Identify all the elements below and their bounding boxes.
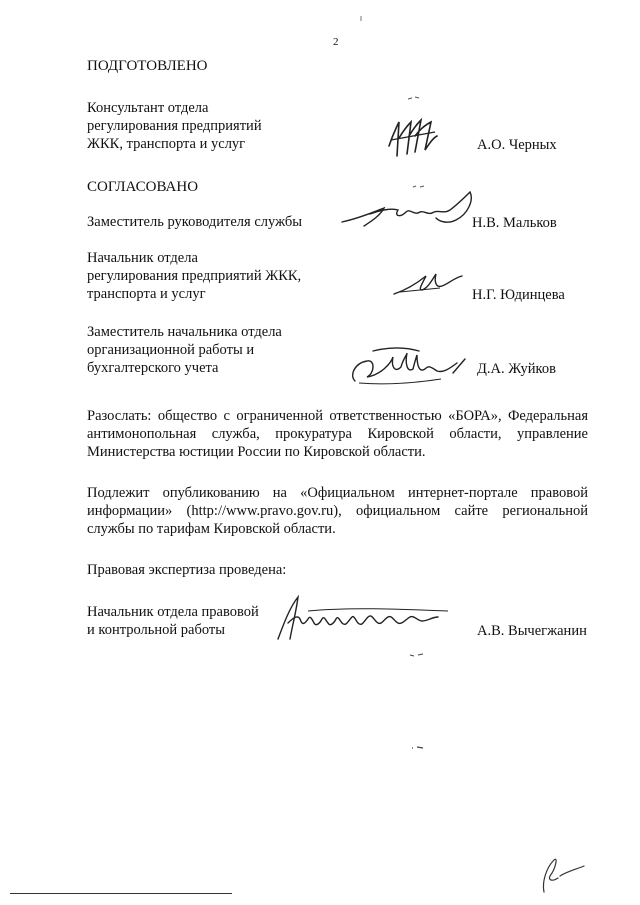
- scan-mark: [407, 88, 421, 106]
- signatory-position-3: Заместитель начальника отдела организационной работы и бухгалтерского учета: [87, 324, 282, 376]
- footer-rule: [10, 893, 232, 894]
- page-number: 2: [333, 36, 339, 48]
- prepared-heading: ПОДГОТОВЛЕНО: [87, 58, 208, 74]
- scan-mark: [411, 738, 425, 756]
- agreed-heading: СОГЛАСОВАНО: [87, 179, 199, 195]
- signatory-name-3: Д.А. Жуйков: [477, 361, 556, 377]
- legal-review-statement: Правовая экспертиза проведена:: [87, 562, 287, 578]
- corner-initials: [530, 852, 590, 898]
- signature-chernykh: [385, 116, 445, 160]
- signature-zhuikov: [345, 345, 470, 389]
- signatory-position-2: Начальник отдела регулирования предприятий ЖКК, транспорта и услуг: [87, 250, 302, 302]
- scan-mark: [409, 645, 425, 663]
- scan-mark: [358, 10, 364, 28]
- signature-vychegzhanin: [268, 593, 468, 643]
- distribution-text: Разослать: общество с ограниченной ответственностью «БОРА», Федеральная антимонопольная служба, прокуратура Кировской области, управление Министерства юстиции России по Кировской области.: [87, 408, 588, 460]
- publication-text: Подлежит опубликованию на «Официальном интернет-портале правовой информации» (http://www.pravo.gov.ru), официальном сайте региональной службы по тарифам Кировской области.: [87, 485, 588, 537]
- signature-yudintseva: [392, 268, 472, 298]
- prepared-position: Консультант отдела регулирования предприятий ЖКК, транспорта и услуг: [87, 100, 262, 152]
- prepared-name: А.О. Черных: [477, 137, 557, 153]
- signatory-name-1: Н.В. Мальков: [472, 215, 557, 231]
- legal-review-position: Начальник отдела правовой и контрольной работы: [87, 604, 259, 638]
- scan-mark: [412, 177, 426, 195]
- signatory-position-1: Заместитель руководителя службы: [87, 214, 303, 230]
- signatory-name-2: Н.Г. Юдинцева: [472, 287, 565, 303]
- signature-malkov: [340, 188, 480, 234]
- legal-review-name: А.В. Вычегжанин: [477, 623, 587, 639]
